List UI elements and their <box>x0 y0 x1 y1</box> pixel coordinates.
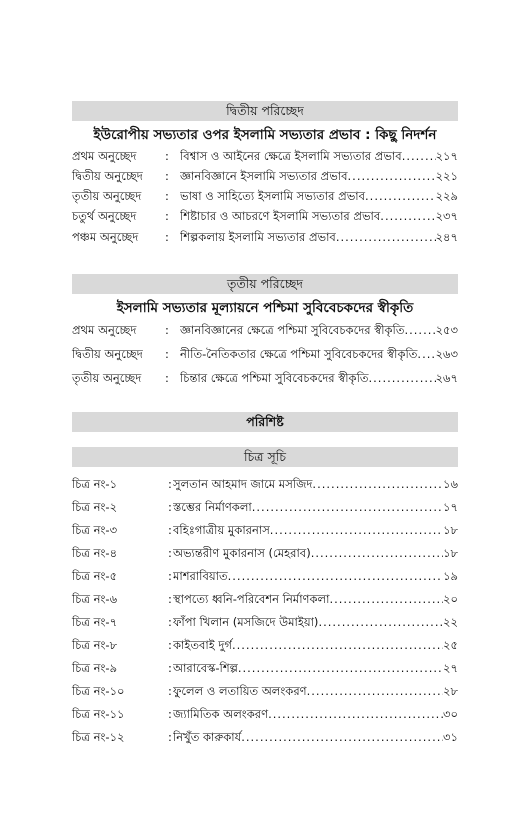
row-colon: : <box>168 661 172 675</box>
row-label: প্রথম অনুচ্ছেদ <box>72 323 137 337</box>
figure-row[interactable] <box>72 635 458 655</box>
section-label: পরিশিষ্ট <box>246 414 284 429</box>
page-number: ২১৭ <box>435 149 458 163</box>
row-colon: : <box>165 347 169 361</box>
row-title: অভ্যন্তরীণ মুকারনাস (মেহরাব) <box>173 546 311 560</box>
row-label: চিত্র নং-১১ <box>72 707 125 721</box>
row-label: প্রথম অনুচ্ছেদ <box>72 149 137 163</box>
row-title: ফুলেল ও লতায়িত অলংকরণ <box>173 684 307 698</box>
dot-leader <box>232 635 443 655</box>
figure-row[interactable] <box>72 612 458 632</box>
toc-row[interactable] <box>72 206 458 226</box>
page-number: ১৮ <box>443 523 458 537</box>
row-label: চিত্র নং-৭ <box>72 615 118 629</box>
row-title: ভাষা ও সাহিত্যে ইসলামি সভ্যতার প্রভাব <box>180 189 366 203</box>
chapter-title: ইসলামি সভ্যতার মূল্যায়নে পশ্চিমা সুবিবেচকদের স্বীকৃতি <box>116 300 414 316</box>
row-label: তৃতীয় অনুচ্ছেদ <box>72 189 142 203</box>
row-title: চিন্তার ক্ষেত্রে পশ্চিমা সুবিবেচকদের স্বীকৃতি <box>180 371 369 385</box>
figure-row[interactable] <box>72 658 458 678</box>
page-number: ২৭ <box>443 661 458 675</box>
section-label: চিত্র সূচি <box>243 449 287 464</box>
dot-leader <box>417 344 435 364</box>
page-number: ২২৯ <box>435 189 458 203</box>
section-band-chapter3 <box>72 274 458 294</box>
dot-leader <box>336 227 436 247</box>
row-colon: : <box>168 500 172 514</box>
row-label: চিত্র নং-১ <box>72 477 118 491</box>
dot-leader <box>369 368 436 388</box>
row-colon: : <box>168 684 172 698</box>
row-label: চিত্র নং-৮ <box>72 638 118 652</box>
dot-leader <box>241 727 443 747</box>
row-label: চতুর্থ অনুচ্ছেদ <box>72 209 137 223</box>
page-number: ১৭ <box>443 500 458 514</box>
dot-leader <box>228 566 443 586</box>
row-label: দ্বিতীয় অনুচ্ছেদ <box>72 347 143 361</box>
dot-leader <box>404 320 435 340</box>
row-colon: : <box>168 477 172 491</box>
row-colon: : <box>165 230 169 244</box>
row-colon: : <box>165 169 169 183</box>
dot-leader <box>365 186 436 206</box>
figure-row[interactable] <box>72 681 458 701</box>
figure-row[interactable] <box>72 497 458 517</box>
row-title: সুলতান আহমাদ জামে মসজিদ <box>173 477 313 491</box>
dot-leader <box>238 658 443 678</box>
dot-leader <box>380 206 435 226</box>
row-colon: : <box>168 569 172 583</box>
row-colon: : <box>165 371 169 385</box>
figure-row[interactable] <box>72 543 458 563</box>
row-label: চিত্র নং-১২ <box>72 730 125 744</box>
row-label: চিত্র নং-১০ <box>72 684 125 698</box>
row-colon: : <box>168 707 172 721</box>
dot-leader <box>311 543 443 563</box>
row-title: ফাঁপা খিলান (মসজিদে উমাইয়া) <box>173 615 319 629</box>
row-title: স্তম্ভের নির্মাণকলা <box>173 500 252 514</box>
row-title: নীতি-নৈতিকতার ক্ষেত্রে পশ্চিমা সুবিবেচকদের স্বীকৃতি <box>180 347 418 361</box>
row-label: চিত্র নং-৩ <box>72 523 118 537</box>
row-label: তৃতীয় অনুচ্ছেদ <box>72 371 142 385</box>
row-label: চিত্র নং-৯ <box>72 661 118 675</box>
row-label: চিত্র নং-৬ <box>72 592 118 606</box>
dot-leader <box>268 704 443 724</box>
section-band-appendix <box>72 412 458 432</box>
dot-leader <box>348 166 436 186</box>
page-number: ২২ <box>443 615 458 629</box>
row-title: বহিঃগাত্রীয় মুকারনাস <box>173 523 270 537</box>
row-title: জ্যামিতিক অলংকরণ <box>173 707 269 721</box>
figure-row[interactable] <box>72 727 458 747</box>
row-title: জ্ঞানবিজ্ঞানের ক্ষেত্রে পশ্চিমা সুবিবেচকদের স্বীকৃতি <box>180 323 405 337</box>
row-title: স্থাপত্যে ধ্বনি-পরিবেশন নির্মাণকলা <box>173 592 330 606</box>
dot-leader <box>402 146 436 166</box>
section-label: তৃতীয় পরিচ্ছেদ <box>226 276 304 291</box>
page-number: ৩১ <box>443 730 458 744</box>
page-number: ২০ <box>443 592 458 606</box>
figure-row[interactable] <box>72 589 458 609</box>
page-number: ১৬ <box>443 477 458 491</box>
row-label: চিত্র নং-৪ <box>72 546 118 560</box>
row-title: শিল্পকলায় ইসলামি সভ্যতার প্রভাব <box>180 230 336 244</box>
row-colon: : <box>168 592 172 606</box>
row-title: জ্ঞানবিজ্ঞানে ইসলামি সভ্যতার প্রভাব <box>180 169 348 183</box>
row-colon: : <box>168 615 172 629</box>
page-number: ২৩৭ <box>435 209 458 223</box>
toc-row[interactable] <box>72 186 458 206</box>
toc-row[interactable] <box>72 368 458 388</box>
row-colon: : <box>165 149 169 163</box>
figure-row[interactable] <box>72 474 458 494</box>
row-colon: : <box>168 546 172 560</box>
figure-row[interactable] <box>72 566 458 586</box>
row-colon: : <box>165 189 169 203</box>
dot-leader <box>307 681 443 701</box>
page-number: ২৫৩ <box>435 323 458 337</box>
page-number: ২৫ <box>443 638 458 652</box>
dot-leader <box>312 474 443 494</box>
toc-row[interactable] <box>72 146 458 166</box>
row-title: আরাবেস্ক-শিল্প <box>173 661 238 675</box>
page-number: ২৮ <box>443 684 458 698</box>
page-number: ২২১ <box>435 169 458 183</box>
toc-row[interactable] <box>72 344 458 364</box>
dot-leader <box>252 497 443 517</box>
figure-row[interactable] <box>72 520 458 540</box>
row-label: দ্বিতীয় অনুচ্ছেদ <box>72 169 143 183</box>
page-number: ২৬৭ <box>435 371 458 385</box>
dot-leader <box>318 612 443 632</box>
section-band-chapter2 <box>72 101 458 121</box>
dot-leader <box>270 520 443 540</box>
row-colon: : <box>168 523 172 537</box>
page-number: ১৮ <box>443 546 458 560</box>
toc-row[interactable] <box>72 166 458 186</box>
figure-row[interactable] <box>72 704 458 724</box>
chapter-title: ইউরোপীয় সভ্যতার ওপর ইসলামি সভ্যতার প্রভাব : কিছু নিদর্শন <box>93 127 437 143</box>
section-label: দ্বিতীয় পরিচ্ছেদ <box>226 103 304 118</box>
row-colon: : <box>168 730 172 744</box>
row-title: মাশরাবিয়াত <box>173 569 228 583</box>
page-number: ২৬৩ <box>435 347 458 361</box>
section-band-figures <box>72 447 458 467</box>
toc-row[interactable] <box>72 320 458 340</box>
row-colon: : <box>168 638 172 652</box>
row-label: পঞ্চম অনুচ্ছেদ <box>72 230 139 244</box>
dot-leader <box>329 589 443 609</box>
row-title: বিশ্বাস ও আইনের ক্ষেত্রে ইসলামি সভ্যতার প্রভাব <box>180 149 402 163</box>
row-label: চিত্র নং-২ <box>72 500 118 514</box>
page-number: ২৪৭ <box>435 230 458 244</box>
row-title: শিষ্টাচার ও আচরণে ইসলামি সভ্যতার প্রভাব <box>180 209 381 223</box>
row-title: কাইতবাই দুর্গ <box>173 638 232 652</box>
page-number: ৩০ <box>443 707 458 721</box>
row-title: নিখুঁত কারুকার্য <box>173 730 242 744</box>
page-number: ১৯ <box>443 569 458 583</box>
row-colon: : <box>165 209 169 223</box>
toc-row[interactable] <box>72 227 458 247</box>
row-label: চিত্র নং-৫ <box>72 569 118 583</box>
row-colon: : <box>165 323 169 337</box>
